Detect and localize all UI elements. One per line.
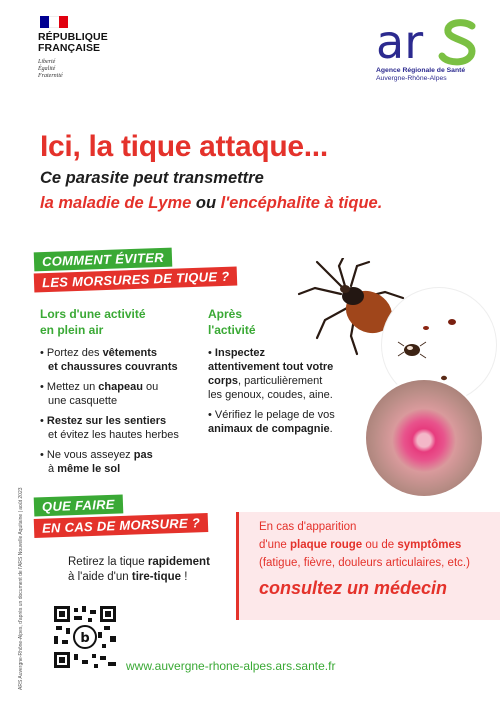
marianne-flag-icon <box>40 16 68 28</box>
motto-liberte: Liberté <box>38 59 56 65</box>
svg-text:b: b <box>80 631 90 646</box>
list-item: • Ne vous asseyez pas à même le sol <box>40 449 153 475</box>
consult-doctor-text: consultez un médecin <box>259 578 448 598</box>
ars-subtitle-line2: Auvergne-Rhône-Alpes <box>376 75 447 82</box>
website-link[interactable]: www.auvergne-rhone-alpes.ars.sante.fr <box>126 659 336 673</box>
alert-text: d'une <box>259 539 290 551</box>
list-item: • Mettez un chapeau ou une casquette <box>40 381 159 407</box>
lyme-disease-text: la maladie de Lyme <box>40 194 192 212</box>
ars-subtitle-line1: Agence Régionale de Santé <box>376 67 466 74</box>
item-text: , particulièrement <box>237 375 323 387</box>
after-activity-heading <box>208 306 256 338</box>
alert-bold: plaque rouge <box>289 539 363 551</box>
item-bold: animaux de compagnie <box>208 423 330 435</box>
ars-logo-mark-icon <box>376 18 486 68</box>
bite-bold: tire-tique <box>131 571 182 583</box>
item-bold: attentivement tout votre <box>208 361 334 373</box>
item-text: Mettez un <box>46 381 99 393</box>
erythema-photo <box>366 380 482 496</box>
item-text: ou <box>142 381 159 393</box>
bite-banner-line2: EN CAS DE MORSURE ? <box>34 513 209 538</box>
alert-text: ou de <box>362 539 398 551</box>
item-bold: Restez sur les sentiers <box>46 415 167 427</box>
after-heading-line1: Après <box>208 307 243 321</box>
qr-code-icon[interactable] <box>54 606 116 668</box>
item-text: Ne vous asseyez <box>46 449 134 461</box>
subtitle-line1: Ce parasite peut transmettre <box>40 169 264 187</box>
prevention-banner-line2: LES MORSURES DE TIQUE ? <box>34 266 238 292</box>
list-item: • Vérifiez le pelage de vos animaux de compagnie. <box>208 409 335 435</box>
outdoor-heading-line2: en plein air <box>40 323 104 337</box>
item-text: et évitez les hautes herbes <box>48 429 179 441</box>
outdoor-heading-line1: Lors d'une activité <box>40 307 146 321</box>
alert-line2 <box>259 538 461 553</box>
item-bold: corps <box>208 375 238 387</box>
item-text: . <box>329 423 333 435</box>
bite-banner-line1: QUE FAIRE <box>34 494 123 516</box>
bite-bold: rapidement <box>147 556 210 568</box>
vertical-credit: ARS Auvergne-Rhône-Alpes, d'après un document de l'ARS Nouvelle Aquitaine | août 2023 <box>18 487 24 690</box>
motto-egalite: Égalité <box>38 66 56 72</box>
outdoor-heading <box>40 306 146 338</box>
item-text: à <box>48 463 58 475</box>
item-bold: et chaussures couvrants <box>48 361 178 373</box>
republic-name-line1: RÉPUBLIQUE <box>38 31 108 43</box>
item-bold: Inspectez <box>214 347 266 359</box>
republic-name-line2: FRANÇAISE <box>38 42 101 54</box>
prevention-banner-line1: COMMENT ÉVITER <box>34 248 173 272</box>
alert-line3: (fatigue, fièvre, douleurs articulaires, etc.) <box>259 557 470 569</box>
bite-text: ! <box>181 571 188 583</box>
item-text: Portez des <box>46 347 103 359</box>
bite-instructions <box>68 555 210 585</box>
after-heading-line2: l'activité <box>208 323 256 337</box>
tick-encephalitis-text: l'encéphalite à tique. <box>220 194 383 212</box>
item-bold: chapeau <box>98 381 143 393</box>
svg-text:ar: ar <box>376 18 424 68</box>
ars-subtitle <box>376 67 465 83</box>
republic-motto <box>38 59 128 80</box>
item-text: Vérifiez le pelage de vos <box>214 409 335 421</box>
subtitle-or: ou <box>191 194 221 212</box>
bite-text: Retirez la tique <box>68 556 148 568</box>
list-item: • Restez sur les sentiers et évitez les hautes herbes <box>40 415 179 441</box>
subtitle-line2 <box>40 194 382 213</box>
motto-fraternite: Fraternité <box>38 73 63 79</box>
item-bold: pas <box>133 449 153 461</box>
item-text: une casquette <box>48 395 118 407</box>
list-item: • Portez des vêtements et chaussures couvrants <box>40 347 178 373</box>
page-title: Ici, la tique attaque... <box>40 130 328 163</box>
republique-francaise-logo <box>38 16 128 80</box>
item-bold: même le sol <box>57 463 121 475</box>
alert-bold: symptômes <box>397 539 462 551</box>
bite-text: à l'aide d'un <box>68 571 132 583</box>
item-text: les genoux, coudes, aine. <box>208 389 333 401</box>
consult-doctor-alert <box>236 512 500 620</box>
item-bold: vêtements <box>102 347 157 359</box>
list-item: • Inspectez attentivement tout votre corps, particulièrement les genoux, coudes, aine. <box>208 347 334 401</box>
ars-logo <box>376 18 486 88</box>
alert-line1: En cas d'apparition <box>259 521 357 533</box>
